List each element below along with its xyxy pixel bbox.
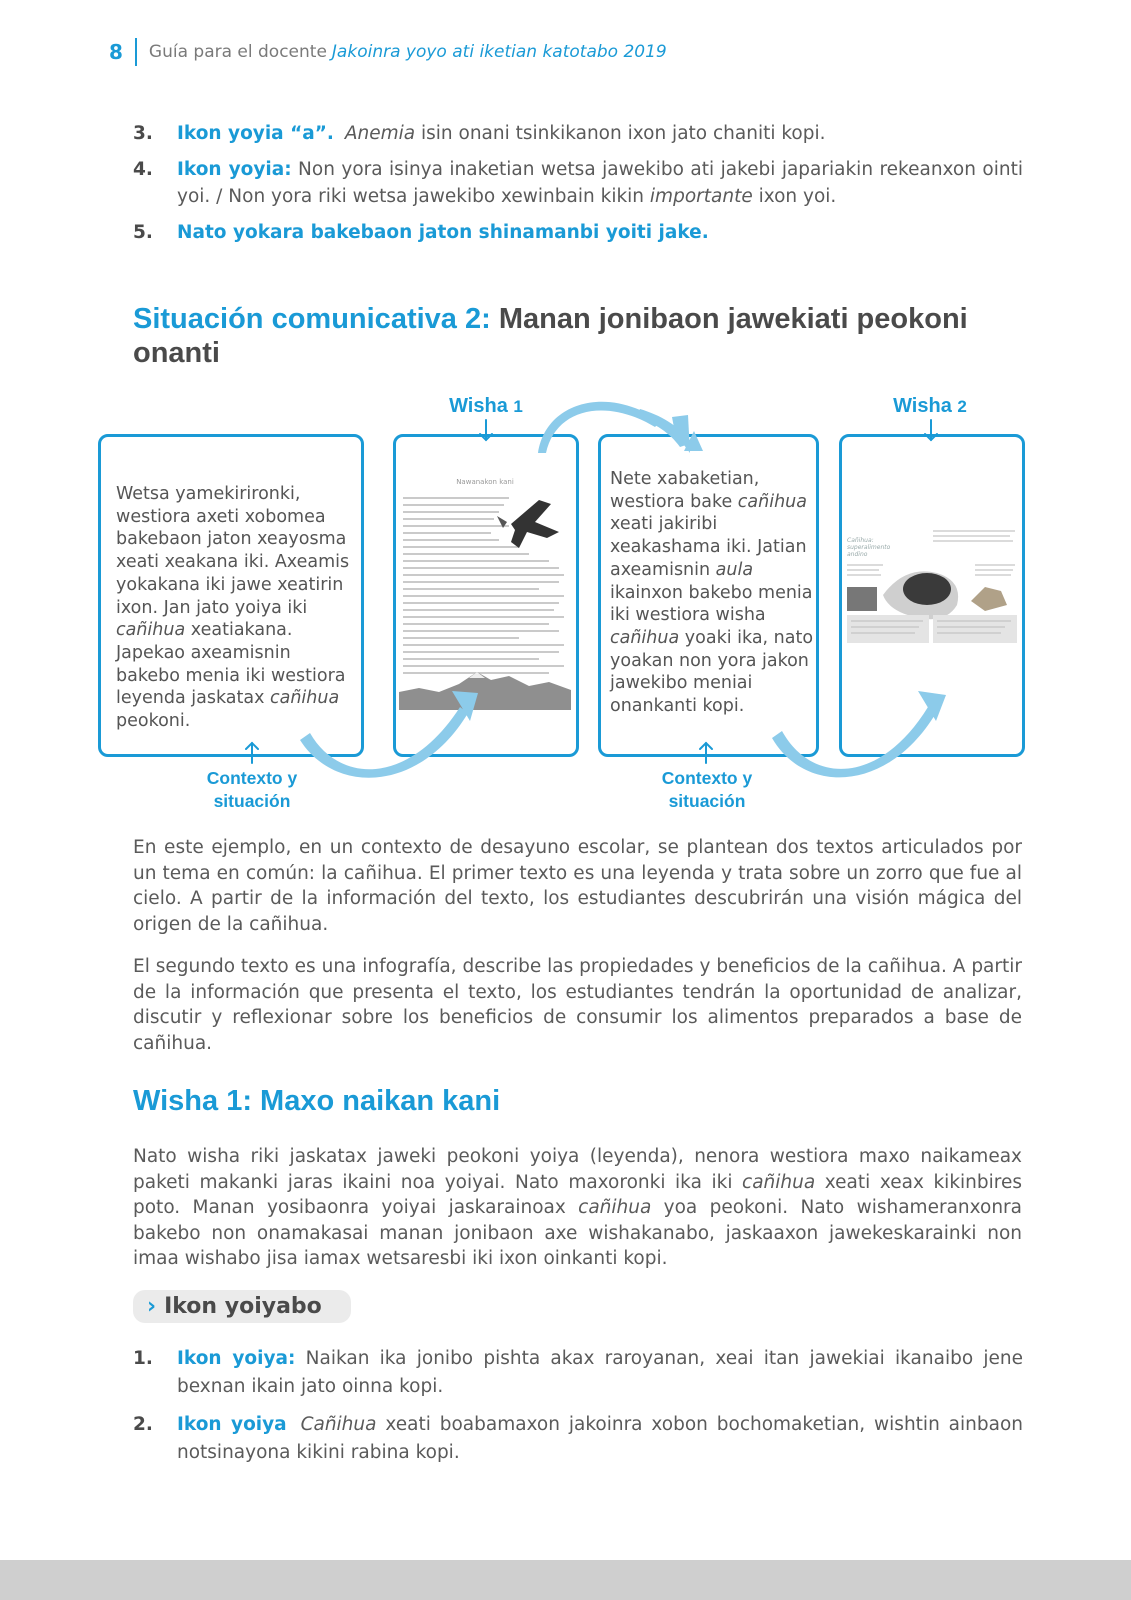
list-item [133, 1411, 1023, 1467]
context-label-2: Contexto y situación [661, 768, 753, 811]
wisha-1-label: Wisha 1 [449, 395, 523, 417]
chevron-right-icon: › [147, 1294, 157, 1319]
item-number: 2. [133, 1414, 153, 1435]
context-text-1: Wetsa yamekirironki, westiora axeti xobomea bakebaon jaton xeayosma xeati xeakana iki. Axeamis yokakana iki jawe xeatirin ixon. Jan jato yoiya iki cañihua xeatiakana. Japekao axeamisnin bakebo menia iki westiora leyenda jaskatax cañihua peokoni. [116, 484, 350, 732]
bottom-question-list [133, 1345, 1023, 1476]
list-item [133, 219, 1023, 246]
section-title-lead: Situación comunicativa 2: [133, 303, 491, 335]
item-text: xeati boabamaxon jakoinra xobon bochomaketian, wishtin ainbaon notsinayona kikini rabina kopi. [177, 1414, 1023, 1463]
list-item [133, 120, 1023, 147]
paragraph-3: Nato wisha riki jaskatax jaweki peokoni yoiya (leyenda), nenora westiora maxo naikameax paketi makanki jaras ikaini noa yoiyai. Nato maxoronki ika iki cañihua xeati xeax kikinbires poto. Manan yosibaonra yoiyai jaskarainoax cañihua yoa peokoni. Nato wishameranxonra bakebo non onamakasai manan jonibaon axe wishakanabo, jaskaaxon jawekeskarainki non imaa wishabo jisa iamax wetsaresbi iki ixon oinkanti kopi. [133, 1146, 1022, 1270]
item-italic: importante [649, 186, 753, 207]
item-number: 3. [133, 123, 153, 144]
wisha-1-title: Wisha 1: Maxo naikan kani [133, 1085, 501, 1117]
context-label-1: Contexto y situación [206, 768, 298, 811]
item-number: 4. [133, 159, 153, 180]
item-lead: Ikon yoyia: [177, 159, 292, 180]
thumbnail-title: Cañihua: superalimento andino [847, 537, 891, 558]
paragraph-2: El segundo texto es una infografía, describe las propiedades y beneficios de la cañihua. A partir de la información que presenta el texto, los estudiantes tendrán la oportunidad de analizar, discutir y reflexionar sobre los beneficios de consumir los alimentos preparados a base de cañihua. [133, 956, 1022, 1054]
header-divider [135, 38, 137, 66]
item-lead: Nato yokara bakebaon jaton shinamanbi yoiti jake. [177, 222, 709, 243]
context-text-2: Nete xabaketian, westiora bake cañihua xeati jakiribi xeakashama iki. Jatian axeamisnin aula ikainxon bakebo menia iki westiora wisha cañihua yoaki ika, nato yoakan non yora jakon jawekibo meniai onankanti kopi. [610, 469, 814, 717]
footer-bar [0, 1560, 1131, 1600]
section-title [133, 302, 1033, 370]
top-question-list [133, 120, 1023, 255]
item-number: 5. [133, 222, 153, 243]
situation-diagram [0, 395, 1131, 820]
item-text: Non yora isinya inaketian wetsa jawekibo ati jakebi japariakin rekeanxon ointi yoi. / Non yora riki wetsa jawekibo xewinbain kikin [177, 159, 1023, 207]
header-title: Guía para el docente [148, 42, 327, 62]
questions-heading-label: Ikon yoiyabo [164, 1294, 322, 1319]
item-italic: Anemia [344, 123, 416, 144]
header-subtitle: Jakoinra yoyo ati iketian katotabo 2019 [331, 42, 667, 62]
diagram-arrows [0, 395, 1131, 820]
item-italic: Cañihua [300, 1414, 377, 1435]
item-text: Naikan ika jonibo pishta akax raroyanan, xeai itan jawekiai ikanaibo jene bexnan ikain jato oinna kopi. [177, 1348, 1024, 1397]
item-text: isin onani tsinkikanon ixon jato chaniti kopi. [415, 123, 826, 144]
thumbnail-title: Nawanakon kani [456, 478, 514, 486]
page-header [109, 38, 667, 66]
section-title-rest: Manan jonibaon jawekiati peokoni onanti [133, 303, 968, 369]
item-text: ixon yoi. [752, 186, 837, 207]
item-number: 1. [133, 1348, 153, 1369]
wisha-2-label: Wisha 2 [893, 395, 967, 417]
paragraph-1: En este ejemplo, en un contexto de desayuno escolar, se plantean dos textos articulados por un tema en común: la cañihua. El primer texto es una leyenda y trata sobre un zorro que fue al cielo. A partir de la información del texto, los estudiantes descubrirán una visión mágica del origen de la cañihua. [133, 837, 1022, 935]
item-lead: Ikon yoyia “a”. [177, 123, 334, 144]
questions-heading [133, 1290, 351, 1323]
list-item [133, 156, 1023, 210]
page-number: 8 [109, 40, 123, 64]
item-lead: Ikon yoiya: [177, 1348, 296, 1369]
list-item [133, 1345, 1023, 1401]
item-lead: Ikon yoiya [177, 1414, 287, 1435]
